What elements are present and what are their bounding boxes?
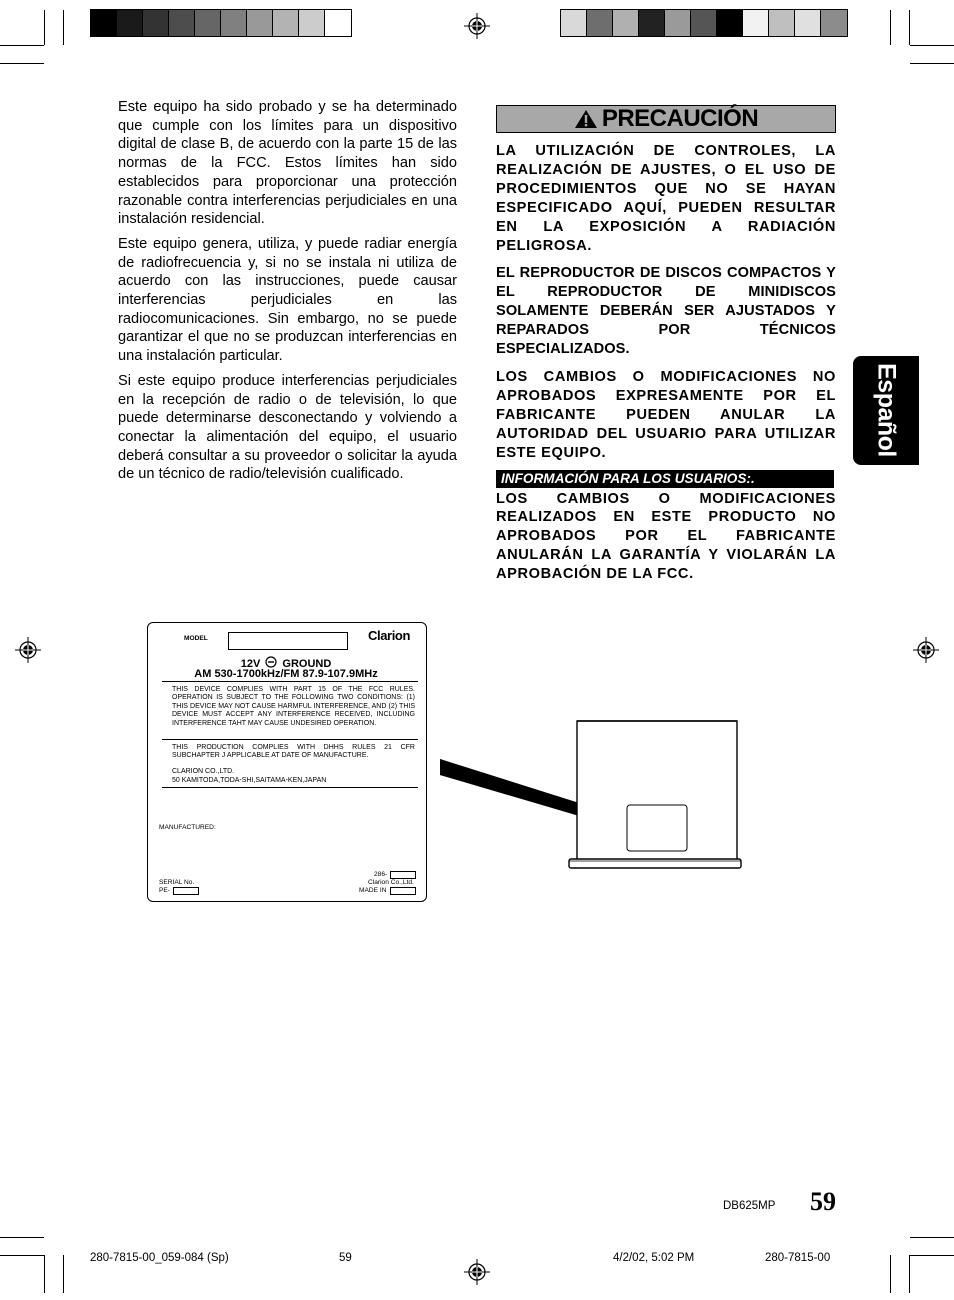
dhhs-compliance-text: THIS PRODUCTION COMPLIES WITH DHHS RULES 21 CFR SUBCHAPTER J APPLICABLE AT DATE OF MANUFACTURE. — [172, 744, 415, 760]
color-swatch — [821, 10, 847, 36]
crop-mark — [0, 1237, 44, 1238]
divider — [162, 787, 418, 788]
footer-page: 59 — [339, 1252, 352, 1264]
caution-paragraph: LOS CAMBIOS O MODIFICACIONES NO APROBADOS EXPRESAMENTE POR EL FABRICANTE PUEDEN ANULAR LA AUTORIDAD DEL USUARIO PARA UTILIZAR ESTE EQUIPO. — [496, 368, 836, 461]
color-swatch — [795, 10, 821, 36]
crop-mark — [0, 1255, 44, 1256]
crop-mark — [910, 1255, 954, 1256]
made-in-label: MADE IN — [359, 887, 387, 894]
registration-mark-icon — [464, 13, 490, 39]
color-swatch — [169, 10, 195, 36]
divider — [162, 681, 418, 682]
color-swatch — [117, 10, 143, 36]
color-swatch — [691, 10, 717, 36]
manufactured-label: MANUFACTURED: — [159, 824, 216, 831]
pe-field — [173, 887, 199, 895]
made-in-field — [390, 887, 416, 895]
model-field — [228, 632, 348, 650]
color-calibration-bar-left — [90, 9, 352, 37]
page-number: 59 — [810, 1187, 836, 1216]
color-swatch — [587, 10, 613, 36]
caution-section — [496, 105, 836, 584]
crop-mark — [44, 1255, 45, 1293]
model-label: MODEL — [184, 635, 208, 642]
crop-mark — [63, 1255, 64, 1293]
crop-mark — [63, 10, 64, 45]
footer-code: 280-7815-00 — [765, 1252, 831, 1264]
company-short: Clarion Co.,Ltd. — [368, 879, 414, 886]
footer-file: 280-7815-00_059-084 (Sp) — [90, 1252, 229, 1264]
crop-mark — [910, 1237, 954, 1238]
fcc-paragraph: Este equipo ha sido probado y se ha determinado que cumple con los límites para un dispositivo digital de clase B, de acuerdo con la parte 15 de las normas de la FCC. Estos límites han sido establecidos para proporcionar una protección razonable contra interferencias perjudiciales en una instalación residencial. — [118, 99, 457, 228]
divider — [162, 739, 418, 740]
model-code: DB625MP — [723, 1200, 776, 1212]
color-swatch — [769, 10, 795, 36]
footer-date: 4/2/02, 5:02 PM — [613, 1252, 695, 1264]
fcc-compliance-text: THIS DEVICE COMPLIES WITH PART 15 OF THE FCC RULES. OPERATION IS SUBJECT TO THE FOLLOWING TWO CONDITIONS: (1) THIS DEVICE MAY NOT CAUSE HARMFUL INTERFERENCE, AND (2) THIS DEVICE MUST ACCEPT ANY INTERFERENCE RECEIVED, INCLUDING INTERFERENCE TAHT MAY CAUSE UNDESIRED OPERATION. — [172, 686, 415, 727]
color-swatch — [247, 10, 273, 36]
brand-logo: Clarion — [368, 628, 410, 643]
crop-mark — [910, 63, 954, 64]
crop-mark — [44, 10, 45, 45]
voltage: 12V — [240, 658, 261, 670]
caution-paragraph: EL REPRODUCTOR DE DISCOS COMPACTOS Y EL REPRODUCTOR DE MINIDISCOS SOLAMENTE DEBERÁN SER AJUSTADOS Y REPARADOS POR TÉCNICOS ESPECIALIZADOS. — [496, 265, 836, 358]
color-swatch — [195, 10, 221, 36]
language-tab-label: Español — [872, 363, 901, 457]
fcc-notice-text — [118, 98, 457, 490]
part-prefix: 286- — [374, 871, 388, 878]
company-name: CLARION CO.,LTD. — [172, 768, 235, 775]
fcc-paragraph: Este equipo genera, utiliza, y puede radiar energía de radiofrecuencia y, si no se instala ni utiliza de acuerdo con las instrucciones, puede causar interferencias perjudiciales en las radiocomunicaciones. Sin embargo, no se puede garantizar el que no se produzcan interferencias en una instalación particular. — [118, 235, 457, 365]
fcc-paragraph: Si este equipo produce interferencias perjudiciales en la recepción de radio o de televisión, lo que puede determinarse desconectando y volviendo a conectar la alimentación del equipo, el usuario deberá consultar a su proveedor o solicitar la ayuda de un técnico de radio/televisión cualificado. — [118, 372, 457, 483]
minus-circle-icon — [265, 656, 277, 668]
language-tab — [853, 356, 919, 465]
unit-illustration — [440, 715, 750, 875]
pe-label: PE- — [159, 887, 170, 894]
ground: GROUND — [282, 658, 332, 670]
color-calibration-bar-right — [560, 9, 848, 37]
color-swatch — [717, 10, 743, 36]
color-swatch — [143, 10, 169, 36]
color-swatch — [561, 10, 587, 36]
part-field — [390, 871, 416, 879]
color-swatch — [665, 10, 691, 36]
company-address: 50 KAMITODA,TODA-SHI,SAITAMA-KEN,JAPAN — [172, 777, 327, 784]
registration-mark-icon — [913, 637, 939, 663]
registration-mark-icon — [15, 637, 41, 663]
crop-mark — [0, 63, 44, 64]
caution-paragraph: LA UTILIZACIÓN DE CONTROLES, LA REALIZACIÓN DE AJUSTES, O EL USO DE PROCEDIMIENTOS QUE NO SE HAYAN ESPECIFICADO AQUÍ, PUEDEN RESULTAR EN LA EXPOSICIÓN A RADIACIÓN PELIGROSA. — [496, 143, 836, 254]
user-info-heading: INFORMACIÓN PARA LOS USUARIOS:. — [496, 470, 834, 488]
caution-header — [496, 105, 836, 133]
product-label — [147, 622, 427, 902]
registration-mark-icon — [464, 1259, 490, 1285]
crop-mark — [910, 45, 954, 46]
color-swatch — [743, 10, 769, 36]
caution-title: PRECAUCIÓN — [601, 105, 759, 132]
color-swatch — [91, 10, 117, 36]
crop-mark — [909, 10, 910, 45]
color-swatch — [325, 10, 351, 36]
user-info-paragraph: LOS CAMBIOS O MODIFICACIONES REALIZADOS EN ESTE PRODUCTO NO APROBADOS POR EL FABRICANTE ANULARÁN LA GARANTÍA Y VIOLARÁN LA APROBACIÓN DE LA FCC. — [496, 490, 836, 583]
warning-triangle-icon — [574, 109, 598, 129]
color-swatch — [639, 10, 665, 36]
color-swatch — [613, 10, 639, 36]
color-swatch — [273, 10, 299, 36]
crop-mark — [890, 10, 891, 45]
color-swatch — [221, 10, 247, 36]
crop-mark — [0, 45, 44, 46]
band-spec: AM 530-1700kHz/FM 87.9-107.9MHz — [194, 668, 378, 680]
crop-mark — [909, 1255, 910, 1293]
color-swatch — [299, 10, 325, 36]
crop-mark — [890, 1255, 891, 1293]
serial-label: SERIAL No. — [159, 879, 195, 886]
